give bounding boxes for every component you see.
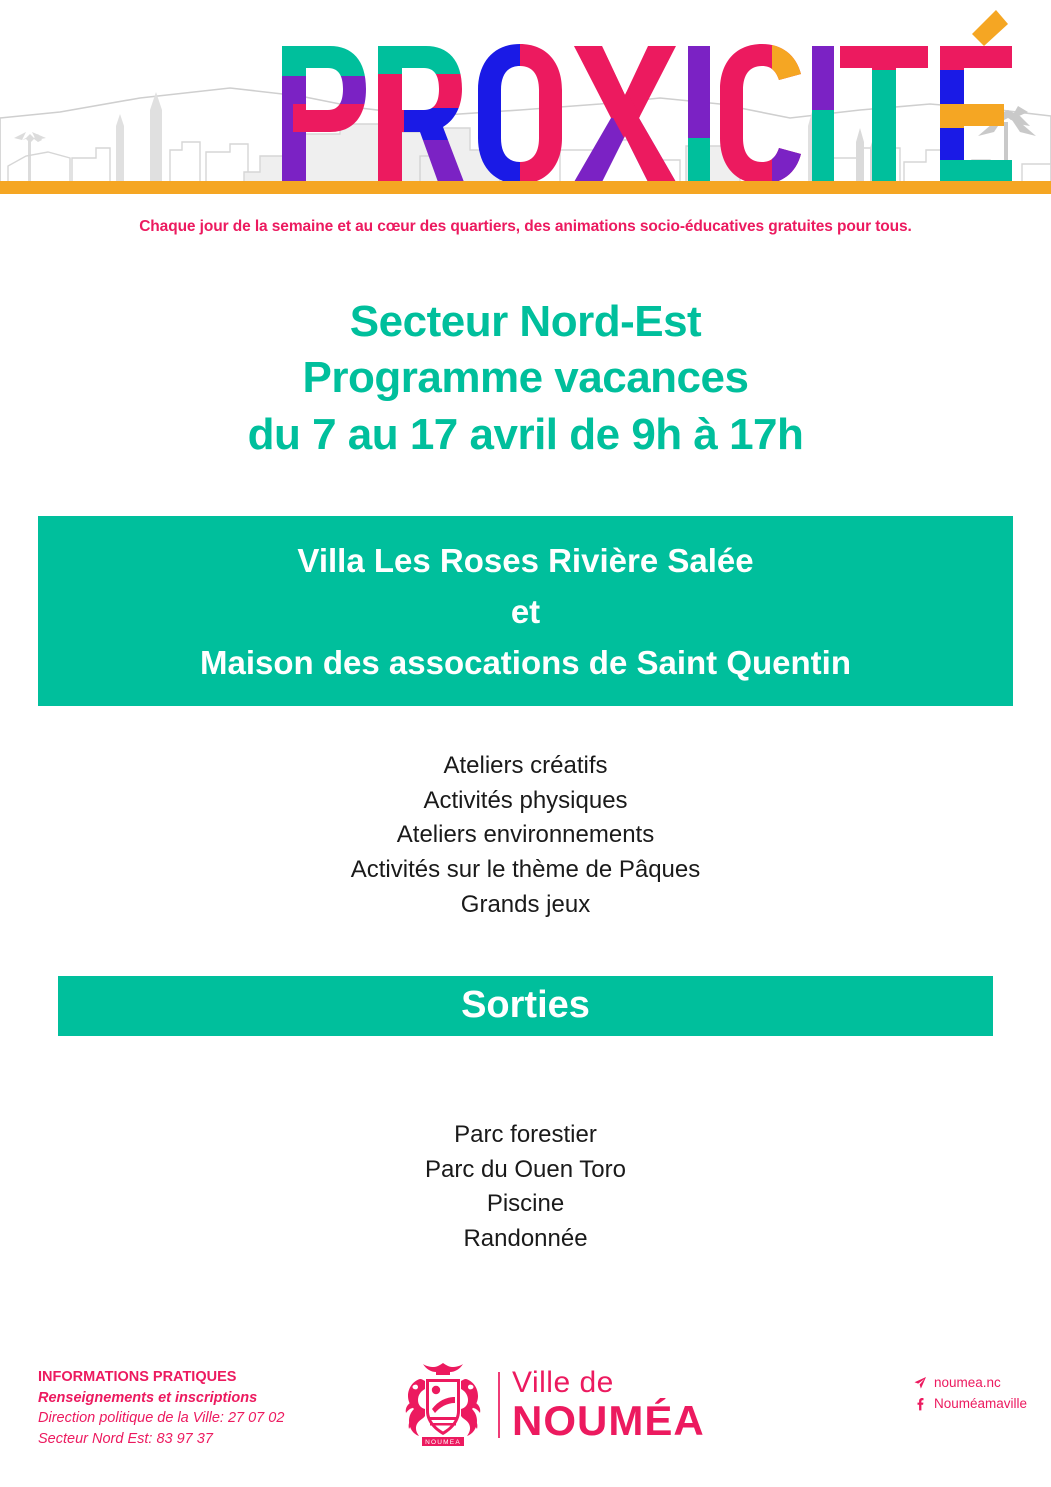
list-item: Ateliers créatifs	[443, 752, 608, 780]
facebook-link[interactable]	[913, 1394, 1027, 1415]
logo-letter-P	[275, 40, 375, 188]
list-item: Activités physiques	[423, 786, 628, 814]
logo-noumea-text: NOUMÉA	[512, 1397, 705, 1444]
logo-letter-C	[714, 38, 808, 190]
list-item: Randonnée	[463, 1224, 588, 1252]
page-title	[0, 294, 1051, 463]
list-item: Activités sur le thème de Pâques	[350, 856, 701, 883]
venue-banner	[38, 516, 1013, 706]
page-title-line-1: Secteur Nord-Est	[349, 297, 702, 346]
logo-letter-O	[470, 38, 570, 190]
list-item: Grands jeux	[460, 890, 591, 918]
list-item: Ateliers environnements	[396, 821, 655, 849]
list-item: Piscine	[486, 1190, 565, 1218]
orange-baseline-bar	[0, 181, 1051, 194]
proxicite-logo	[0, 0, 1051, 196]
list-item: Parc forestier	[454, 1121, 597, 1149]
facebook-label: Nouméamaville	[933, 1395, 1027, 1411]
poster-header	[0, 0, 1051, 196]
logo-ville-text: Ville de	[512, 1366, 614, 1399]
venue-line-1: Villa Les Roses Rivière Salée	[297, 541, 754, 579]
website-link[interactable]	[913, 1373, 1027, 1394]
logo-letter-T	[834, 40, 934, 188]
logo-divider	[498, 1372, 500, 1438]
sorties-list	[0, 1118, 1051, 1256]
venue-line-3: Maison des assocations de Saint Quentin	[200, 644, 851, 682]
logo-letter-X	[568, 40, 684, 188]
logo-letter-R	[372, 40, 472, 188]
poster-footer	[0, 1359, 1051, 1479]
info-phone-direction: Direction politique de la Ville: 27 07 02	[38, 1410, 285, 1427]
sorties-banner: Sorties	[58, 976, 993, 1036]
crest-motto: NOUMEA	[425, 1439, 461, 1446]
info-subtitle: Renseignements et inscriptions	[38, 1389, 258, 1406]
logo-wordmark	[512, 1368, 705, 1442]
paper-plane-icon	[913, 1376, 927, 1390]
venue-line-2: et	[510, 593, 541, 631]
logo-letter-E	[934, 40, 1024, 188]
logo-letter-I-first	[684, 40, 716, 188]
logo-accent-acute-icon	[972, 10, 1008, 46]
ville-de-noumea-logo	[400, 1359, 705, 1451]
page-title-line-2: Programme vacances	[302, 353, 749, 403]
facebook-icon	[913, 1397, 927, 1411]
website-label: noumea.nc	[933, 1375, 1001, 1390]
activities-list	[0, 749, 1051, 922]
logo-letter-I-second	[808, 40, 840, 188]
page-title-line-3: du 7 au 17 avril de 9h à 17h	[247, 409, 804, 459]
list-item: Parc du Ouen Toro	[424, 1155, 626, 1183]
tagline: Chaque jour de la semaine et au cœur des quartiers, des animations socio-éducatives gratuites pour tous.	[139, 218, 912, 235]
info-title: INFORMATIONS PRATIQUES	[38, 1369, 237, 1385]
info-phone-secteur: Secteur Nord Est: 83 97 37	[38, 1430, 213, 1447]
practical-information	[38, 1367, 284, 1449]
social-links	[913, 1373, 1027, 1415]
noumea-coat-of-arms-icon	[400, 1359, 486, 1451]
